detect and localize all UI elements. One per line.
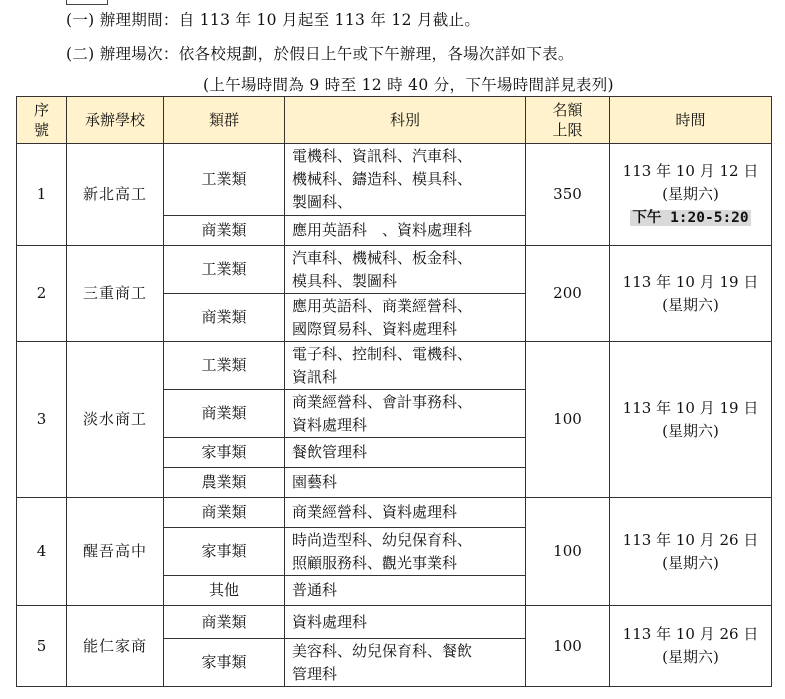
cell-subjects xyxy=(285,639,526,687)
time-weekday: (星期六) xyxy=(662,648,719,666)
subject-line: 美容科、幼兒保育科、餐飲 xyxy=(292,641,473,660)
cell-category: 家事類 xyxy=(164,528,285,576)
cell-subjects xyxy=(285,576,526,606)
subject-line: 普通科 xyxy=(292,581,338,599)
header-time: 時間 xyxy=(610,97,772,144)
subject-line: 時尚造型科、幼兒保育科、 xyxy=(292,530,473,549)
cell-category: 家事類 xyxy=(164,639,285,687)
cell-subjects xyxy=(285,438,526,468)
cell-category: 商業類 xyxy=(164,216,285,246)
subject-line: 電子科、控制科、電機科、 xyxy=(292,344,473,363)
cell-subjects xyxy=(285,144,526,216)
cell-time xyxy=(610,144,772,246)
cell-subjects xyxy=(285,246,526,294)
subject-line: 製圖科、 xyxy=(292,193,353,211)
header-quota xyxy=(526,97,610,144)
table-row xyxy=(17,498,772,528)
time-afternoon-highlight: 下午 1:20-5:20 xyxy=(632,209,749,226)
cell-category: 商業類 xyxy=(164,390,285,438)
cell-subjects xyxy=(285,606,526,639)
header-seq xyxy=(17,97,67,144)
cell-seq: 5 xyxy=(17,606,67,687)
subject-line: 模具科、製圖科 xyxy=(292,271,398,290)
cell-quota: 100 xyxy=(526,498,610,606)
time-weekday: (星期六) xyxy=(662,421,719,440)
subject-line: 應用英語科 、資料處理科 xyxy=(292,221,473,239)
cell-time xyxy=(610,342,772,498)
cell-seq: 3 xyxy=(17,342,67,498)
time-extra xyxy=(614,206,767,230)
cell-time xyxy=(610,246,772,342)
cell-category: 農業類 xyxy=(164,468,285,498)
cell-category: 商業類 xyxy=(164,606,285,639)
time-date: 113 年 10 月 19 日 xyxy=(622,398,759,417)
cell-category: 商業類 xyxy=(164,498,285,528)
subject-line: 商業經營科、會計事務科、 xyxy=(292,392,473,411)
period-text: (一) 辦理期間：自 113 年 10 月起至 113 年 12 月截止。 xyxy=(66,11,481,29)
page-top-fragment xyxy=(66,0,108,5)
subject-line: 商業經營科、資料處理科 xyxy=(292,503,458,521)
subject-line: 管理科 xyxy=(292,664,338,683)
cell-subjects xyxy=(285,294,526,342)
table-row xyxy=(17,246,772,294)
cell-quota: 100 xyxy=(526,606,610,687)
cell-quota: 200 xyxy=(526,246,610,342)
cell-seq: 1 xyxy=(17,144,67,246)
cell-school: 三重商工 xyxy=(67,246,164,342)
cell-category: 家事類 xyxy=(164,438,285,468)
cell-subjects xyxy=(285,342,526,390)
cell-school: 能仁家商 xyxy=(67,606,164,687)
cell-subjects xyxy=(285,528,526,576)
subject-line: 資訊科 xyxy=(292,367,338,386)
time-date: 113 年 10 月 26 日 xyxy=(622,530,759,549)
header-school: 承辦學校 xyxy=(67,97,164,144)
time-date: 113 年 10 月 26 日 xyxy=(622,625,759,643)
header-subjects: 科別 xyxy=(285,97,526,144)
time-weekday: (星期六) xyxy=(662,553,719,572)
subject-line: 國際貿易科、資料處理科 xyxy=(292,319,458,338)
cell-seq: 2 xyxy=(17,246,67,342)
cell-subjects xyxy=(285,498,526,528)
subject-line: 電機科、資訊科、汽車科、 xyxy=(292,147,473,165)
cell-category: 工業類 xyxy=(164,342,285,390)
time-weekday: (星期六) xyxy=(662,295,719,314)
schedule-table xyxy=(16,96,772,687)
cell-subjects xyxy=(285,216,526,246)
schedule-table-body xyxy=(17,144,772,687)
sessions-text: (二) 辦理場次：依各校規劃，於假日上午或下午辦理，各場次詳如下表。 xyxy=(66,45,574,63)
subject-line: 園藝科 xyxy=(292,473,338,491)
header-seq-label: 序號 xyxy=(33,101,49,139)
header-category: 類群 xyxy=(164,97,285,144)
cell-subjects xyxy=(285,468,526,498)
cell-school: 淡水商工 xyxy=(67,342,164,498)
header-quota-label: 名額上限 xyxy=(552,101,583,139)
cell-category: 工業類 xyxy=(164,246,285,294)
time-note-text: (上午場時間為 9 時至 12 時 40 分，下午場時間詳見表列) xyxy=(203,76,614,94)
subject-line: 機械科、鑄造科、模具科、 xyxy=(292,170,473,188)
time-weekday: (星期六) xyxy=(662,184,719,203)
subject-line: 資料處理科 xyxy=(292,612,368,631)
time-date: 113 年 10 月 12 日 xyxy=(622,161,759,180)
subject-line: 餐飲管理科 xyxy=(292,443,368,461)
time-date: 113 年 10 月 19 日 xyxy=(622,272,759,291)
cell-category: 工業類 xyxy=(164,144,285,216)
table-row xyxy=(17,342,772,390)
cell-quota: 100 xyxy=(526,342,610,498)
cell-time xyxy=(610,606,772,687)
cell-time xyxy=(610,498,772,606)
cell-subjects xyxy=(285,390,526,438)
cell-category: 其他 xyxy=(164,576,285,606)
cell-category: 商業類 xyxy=(164,294,285,342)
cell-school: 醒吾高中 xyxy=(67,498,164,606)
cell-quota: 350 xyxy=(526,144,610,246)
subject-line: 照顧服務科、觀光事業科 xyxy=(292,553,458,572)
table-row xyxy=(17,144,772,216)
cell-school: 新北高工 xyxy=(67,144,164,246)
table-row xyxy=(17,606,772,639)
subject-line: 資料處理科 xyxy=(292,415,368,434)
subject-line: 汽車科、機械科、板金科、 xyxy=(292,248,473,267)
subject-line: 應用英語科、商業經營科、 xyxy=(292,296,473,315)
cell-seq: 4 xyxy=(17,498,67,606)
